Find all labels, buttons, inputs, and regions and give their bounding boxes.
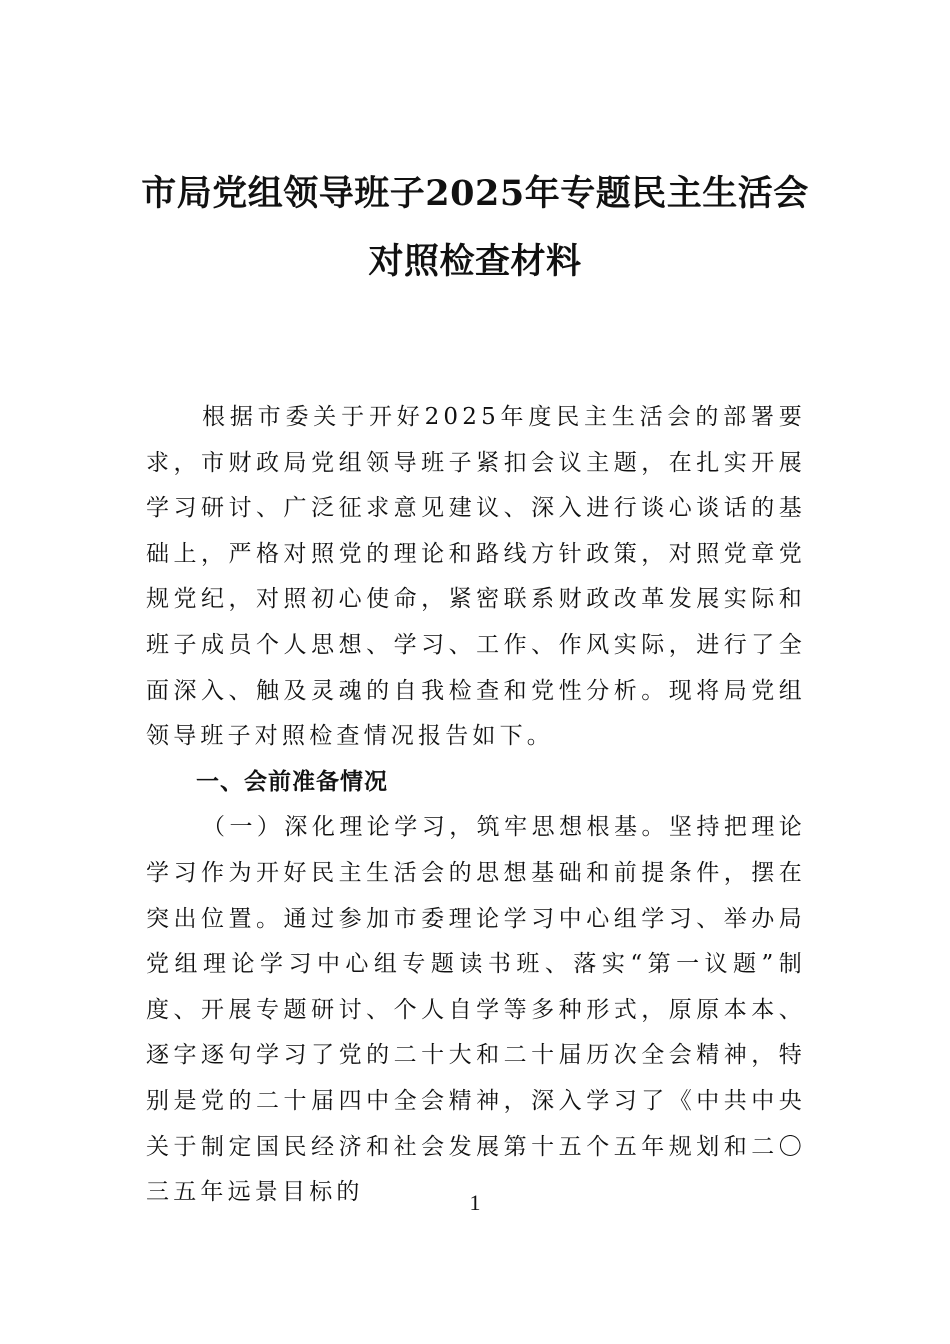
section-heading-meeting-preparation: 一、会前准备情况: [196, 768, 388, 795]
section-paragraph-theory-study: （一）深化理论学习，筑牢思想根基。坚持把理论学习作为开好民主生活会的思想基础和前提条件，摆在突出位置。通过参加市委理论学习中心组学习、举办局党组理论学习中心组专题读书班、落实“第一议题”制度、开展专题研讨、个人自学等多种形式，原原本本、逐字逐句学习了党的二十大和二十届历次全会精神，特别是党的二十届四中全会精神，深入学习了《中共中央关于制定国民经济和社会发展第十五个五年规划和二〇三五年远景目标的: [146, 814, 806, 1206]
intro-paragraph: 根据市委关于开好2025年度民主生活会的部署要求，市财政局党组领导班子紧扣会议主题，在扎实开展学习研讨、广泛征求意见建议、深入进行谈心谈话的基础上，严格对照党的理论和路线方针政策，对照党章党规党纪，对照初心使命，紧密联系财政改革发展实际和班子成员个人思想、学习、工作、作风实际，进行了全面深入、触及灵魂的自我检查和党性分析。现将局党组领导班子对照检查情况报告如下。: [146, 404, 806, 750]
document-body: [146, 395, 806, 1216]
document-title-line2: 对照检查材料: [368, 241, 582, 282]
document-title-line1: 市局党组领导班子2025年专题民主生活会: [141, 173, 809, 214]
page-number: 1: [469, 1190, 481, 1215]
